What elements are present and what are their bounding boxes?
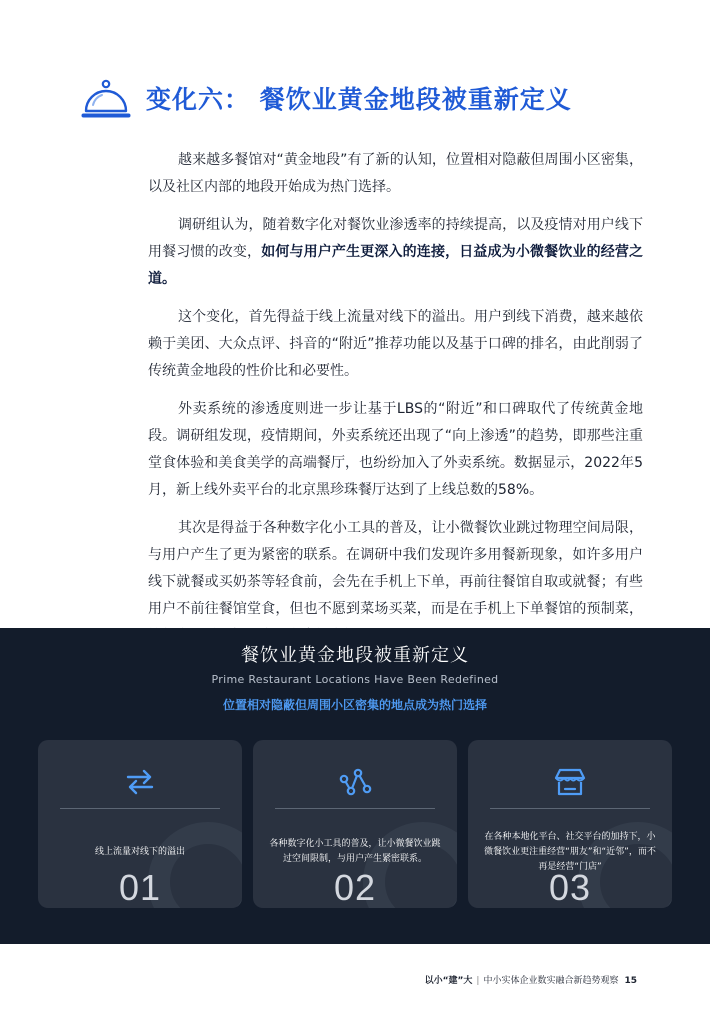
cloche-icon: [80, 78, 132, 122]
panel-tagline: 位置相对隐蔽但周围小区密集的地点成为热门选择: [222, 698, 487, 712]
summary-card-2: [253, 740, 457, 908]
card-text: 在各种本地化平台、社交平台的加持下，小微餐饮业更注重经营“朋友”和“近邻”，而不再是经营“门店”: [484, 831, 656, 872]
paragraph-text: 其次是得益于各种数字化小工具的普及，让小微餐饮业跳过物理空间局限，与用户产生了更为紧密的联系。在调研中我们发现许多用餐新现象，如许多用户线下就餐或买奶茶等轻食前，会先在手机上下单，再前往餐馆自取或就餐；有些用户不前往餐馆堂食，但也不愿到菜场买菜，而是在手机上下单餐馆的预制菜，: [148, 520, 643, 617]
paragraph-2: [148, 212, 643, 293]
paragraph-text: 调研组认为，随着数字化对餐饮业渗透率的持续提高，以及疫情对用户线下用餐习惯的改变，: [148, 217, 643, 260]
paragraph-text: 这个变化，首先得益于线上流量对线下的溢出。用户到线下消费，越来越依赖于美团、大众点评、抖音的“附近”推荐功能以及基于口碑的排名，由此削弱了传统黄金地段的性价比和必要性。: [148, 309, 643, 379]
card-text: 线上流量对线下的溢出: [94, 846, 185, 857]
section-title: 变化六： 餐饮业黄金地段被重新定义: [146, 85, 572, 114]
section-heading: [80, 74, 640, 128]
footer-brand: 以小“建”大: [424, 976, 473, 986]
paragraph-3: [148, 304, 643, 385]
panel-title: 餐饮业黄金地段被重新定义: [241, 645, 469, 666]
page-number: 15: [624, 976, 637, 986]
footer-separator: |: [476, 976, 480, 986]
panel-subtitle: Prime Restaurant Locations Have Been Redefined: [211, 673, 499, 686]
card-number: 02: [333, 867, 377, 908]
summary-card-3: [468, 740, 672, 908]
paragraph-emphasis: 如何与用户产生更深入的连接，日益成为小微餐饮业的经营之道。: [148, 244, 644, 287]
card-divider: [60, 808, 220, 809]
article-body: [148, 147, 643, 661]
paragraph-1: [148, 147, 643, 201]
page-footer: [425, 973, 637, 986]
paragraph-4: [148, 396, 643, 504]
paragraph-text: 越来越多餐馆对“黄金地段”有了新的认知，位置相对隐蔽但周围小区密集，以及社区内部的地段开始成为热门选择。: [148, 152, 643, 195]
nodes-graph-icon: [337, 766, 373, 798]
storefront-icon: [552, 766, 588, 798]
card-divider: [490, 808, 650, 809]
card-text: 各种数字化小工具的普及，让小微餐饮业跳过空间限制，与用户产生紧密联系。: [269, 839, 441, 864]
paragraph-text: 外卖系统的渗透度则进一步让基于LBS的“附近”和口碑取代了传统黄金地段。调研组发现，疫情期间，外卖系统还出现了“向上渗透”的趋势，即那些注重堂食体验和美食美学的高端餐厅，也纷纷加入了外卖系统。数据显示，2022年5月，新上线外卖平台的北京黑珍珠餐厅达到了上线总数的58%。: [148, 401, 643, 498]
footer-title: 中小实体企业数实融合新趋势观察: [483, 976, 619, 986]
card-number: 01: [118, 867, 162, 908]
card-number: 03: [548, 867, 592, 908]
summary-panel: [0, 628, 710, 944]
summary-card-1: [38, 740, 242, 908]
card-divider: [275, 808, 435, 809]
transfer-arrows-icon: [122, 766, 158, 798]
